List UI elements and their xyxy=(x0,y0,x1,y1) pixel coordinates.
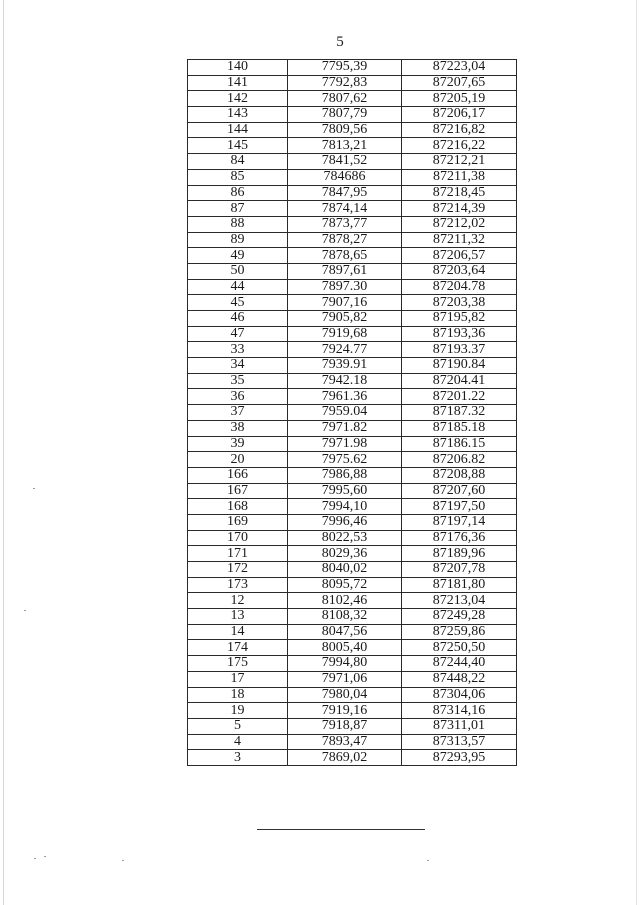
y-coordinate-cell: 87181,80 xyxy=(402,577,517,593)
table-row xyxy=(188,373,517,389)
y-coordinate-cell: 87311,01 xyxy=(402,718,517,734)
y-coordinate-cell: 87203,38 xyxy=(402,295,517,311)
point-number-cell: 5 xyxy=(188,718,288,734)
y-coordinate-cell: 87216,22 xyxy=(402,138,517,154)
x-coordinate-cell: 7847,95 xyxy=(288,185,402,201)
y-coordinate-cell: 87197,50 xyxy=(402,499,517,515)
table-row xyxy=(188,640,517,656)
y-coordinate-cell: 87206,17 xyxy=(402,107,517,123)
table-row xyxy=(188,232,517,248)
x-coordinate-cell: 7971,06 xyxy=(288,671,402,687)
x-coordinate-cell: 7792,83 xyxy=(288,75,402,91)
y-coordinate-cell: 87208,88 xyxy=(402,467,517,483)
point-number-cell: 39 xyxy=(188,436,288,452)
x-coordinate-cell: 7869,02 xyxy=(288,750,402,766)
y-coordinate-cell: 87293,95 xyxy=(402,750,517,766)
x-coordinate-cell: 7874,14 xyxy=(288,201,402,217)
page-edge-left xyxy=(3,0,4,905)
y-coordinate-cell: 87211,38 xyxy=(402,169,517,185)
y-coordinate-cell: 87207,65 xyxy=(402,75,517,91)
table-row xyxy=(188,656,517,672)
y-coordinate-cell: 87190.84 xyxy=(402,358,517,374)
y-coordinate-cell: 87201.22 xyxy=(402,389,517,405)
point-number-cell: 45 xyxy=(188,295,288,311)
table-row xyxy=(188,295,517,311)
y-coordinate-cell: 87314,16 xyxy=(402,703,517,719)
table-row xyxy=(188,687,517,703)
table-row xyxy=(188,342,517,358)
page-edge-right xyxy=(636,0,637,905)
table-row xyxy=(188,467,517,483)
y-coordinate-cell: 87176,36 xyxy=(402,530,517,546)
table-row xyxy=(188,279,517,295)
x-coordinate-cell: 7795,39 xyxy=(288,60,402,76)
y-coordinate-cell: 87203,64 xyxy=(402,263,517,279)
point-number-cell: 44 xyxy=(188,279,288,295)
y-coordinate-cell: 87448,22 xyxy=(402,671,517,687)
y-coordinate-cell: 87204.41 xyxy=(402,373,517,389)
point-number-cell: 38 xyxy=(188,420,288,436)
point-number-cell: 174 xyxy=(188,640,288,656)
x-coordinate-cell: 7809,56 xyxy=(288,122,402,138)
y-coordinate-cell: 87214,39 xyxy=(402,201,517,217)
table-row xyxy=(188,91,517,107)
x-coordinate-cell: 7907,16 xyxy=(288,295,402,311)
point-number-cell: 13 xyxy=(188,609,288,625)
point-number-cell: 145 xyxy=(188,138,288,154)
y-coordinate-cell: 87204.78 xyxy=(402,279,517,295)
scan-speck xyxy=(427,860,429,861)
x-coordinate-cell: 7918,87 xyxy=(288,718,402,734)
table-row xyxy=(188,122,517,138)
point-number-cell: 46 xyxy=(188,311,288,327)
table-row xyxy=(188,750,517,766)
table-row xyxy=(188,562,517,578)
table-row xyxy=(188,389,517,405)
x-coordinate-cell: 7986,88 xyxy=(288,467,402,483)
x-coordinate-cell: 7893,47 xyxy=(288,734,402,750)
y-coordinate-cell: 87211,32 xyxy=(402,232,517,248)
table-row xyxy=(188,154,517,170)
table-row xyxy=(188,405,517,421)
y-coordinate-cell: 87186.15 xyxy=(402,436,517,452)
point-number-cell: 144 xyxy=(188,122,288,138)
table-row xyxy=(188,420,517,436)
table-row xyxy=(188,671,517,687)
table-row xyxy=(188,263,517,279)
table-row xyxy=(188,248,517,264)
point-number-cell: 35 xyxy=(188,373,288,389)
x-coordinate-cell: 7897,61 xyxy=(288,263,402,279)
x-coordinate-cell: 8102,46 xyxy=(288,593,402,609)
x-coordinate-cell: 8108,32 xyxy=(288,609,402,625)
y-coordinate-cell: 87189,96 xyxy=(402,546,517,562)
point-number-cell: 170 xyxy=(188,530,288,546)
y-coordinate-cell: 87304,06 xyxy=(402,687,517,703)
x-coordinate-cell: 7905,82 xyxy=(288,311,402,327)
scan-speck xyxy=(122,860,124,861)
table-row xyxy=(188,577,517,593)
table-row xyxy=(188,530,517,546)
y-coordinate-cell: 87212,21 xyxy=(402,154,517,170)
x-coordinate-cell: 8022,53 xyxy=(288,530,402,546)
table-row xyxy=(188,609,517,625)
point-number-cell: 167 xyxy=(188,483,288,499)
y-coordinate-cell: 87197,14 xyxy=(402,514,517,530)
point-number-cell: 173 xyxy=(188,577,288,593)
point-number-cell: 49 xyxy=(188,248,288,264)
point-number-cell: 172 xyxy=(188,562,288,578)
y-coordinate-cell: 87206,57 xyxy=(402,248,517,264)
y-coordinate-cell: 87205,19 xyxy=(402,91,517,107)
footer-separator-line xyxy=(257,829,425,830)
y-coordinate-cell: 87313,57 xyxy=(402,734,517,750)
x-coordinate-cell: 8029,36 xyxy=(288,546,402,562)
point-number-cell: 166 xyxy=(188,467,288,483)
x-coordinate-cell: 7841,52 xyxy=(288,154,402,170)
point-number-cell: 34 xyxy=(188,358,288,374)
table-row xyxy=(188,734,517,750)
x-coordinate-cell: 7961.36 xyxy=(288,389,402,405)
table-row xyxy=(188,185,517,201)
point-number-cell: 169 xyxy=(188,514,288,530)
table-row xyxy=(188,75,517,91)
table-row xyxy=(188,107,517,123)
point-number-cell: 141 xyxy=(188,75,288,91)
y-coordinate-cell: 87193.37 xyxy=(402,342,517,358)
x-coordinate-cell: 7807,79 xyxy=(288,107,402,123)
point-number-cell: 19 xyxy=(188,703,288,719)
x-coordinate-cell: 7994,80 xyxy=(288,656,402,672)
scan-speck xyxy=(34,858,36,859)
x-coordinate-cell: 7996,46 xyxy=(288,514,402,530)
table-row xyxy=(188,499,517,515)
x-coordinate-cell: 7942.18 xyxy=(288,373,402,389)
y-coordinate-cell: 87212,02 xyxy=(402,216,517,232)
table-row xyxy=(188,326,517,342)
x-coordinate-cell: 7959.04 xyxy=(288,405,402,421)
table-row xyxy=(188,514,517,530)
x-coordinate-cell: 7878,65 xyxy=(288,248,402,264)
y-coordinate-cell: 87195,82 xyxy=(402,311,517,327)
point-number-cell: 18 xyxy=(188,687,288,703)
x-coordinate-cell: 7994,10 xyxy=(288,499,402,515)
x-coordinate-cell: 784686 xyxy=(288,169,402,185)
x-coordinate-cell: 7971.82 xyxy=(288,420,402,436)
point-number-cell: 50 xyxy=(188,263,288,279)
point-number-cell: 175 xyxy=(188,656,288,672)
x-coordinate-cell: 7975.62 xyxy=(288,452,402,468)
x-coordinate-cell: 8047,56 xyxy=(288,624,402,640)
y-coordinate-cell: 87193,36 xyxy=(402,326,517,342)
y-coordinate-cell: 87187.32 xyxy=(402,405,517,421)
table-row xyxy=(188,201,517,217)
point-number-cell: 89 xyxy=(188,232,288,248)
table-row xyxy=(188,358,517,374)
scan-speck xyxy=(24,610,26,611)
table-row xyxy=(188,216,517,232)
x-coordinate-cell: 7813,21 xyxy=(288,138,402,154)
point-number-cell: 168 xyxy=(188,499,288,515)
x-coordinate-cell: 7878,27 xyxy=(288,232,402,248)
table-row xyxy=(188,60,517,76)
point-number-cell: 142 xyxy=(188,91,288,107)
point-number-cell: 33 xyxy=(188,342,288,358)
point-number-cell: 14 xyxy=(188,624,288,640)
x-coordinate-cell: 7971.98 xyxy=(288,436,402,452)
table-row xyxy=(188,138,517,154)
y-coordinate-cell: 87250,50 xyxy=(402,640,517,656)
x-coordinate-cell: 7939.91 xyxy=(288,358,402,374)
y-coordinate-cell: 87259,86 xyxy=(402,624,517,640)
point-number-cell: 17 xyxy=(188,671,288,687)
y-coordinate-cell: 87185.18 xyxy=(402,420,517,436)
x-coordinate-cell: 7995,60 xyxy=(288,483,402,499)
point-number-cell: 171 xyxy=(188,546,288,562)
y-coordinate-cell: 87218,45 xyxy=(402,185,517,201)
x-coordinate-cell: 7873,77 xyxy=(288,216,402,232)
coordinates-table xyxy=(187,59,517,766)
point-number-cell: 4 xyxy=(188,734,288,750)
point-number-cell: 143 xyxy=(188,107,288,123)
x-coordinate-cell: 7919,16 xyxy=(288,703,402,719)
table-row xyxy=(188,718,517,734)
point-number-cell: 140 xyxy=(188,60,288,76)
y-coordinate-cell: 87223,04 xyxy=(402,60,517,76)
y-coordinate-cell: 87216,82 xyxy=(402,122,517,138)
table-row xyxy=(188,436,517,452)
y-coordinate-cell: 87207,78 xyxy=(402,562,517,578)
x-coordinate-cell: 7807,62 xyxy=(288,91,402,107)
table-row xyxy=(188,311,517,327)
point-number-cell: 47 xyxy=(188,326,288,342)
table-row xyxy=(188,624,517,640)
y-coordinate-cell: 87213,04 xyxy=(402,593,517,609)
coordinates-table-body xyxy=(188,60,517,766)
x-coordinate-cell: 7980,04 xyxy=(288,687,402,703)
table-row xyxy=(188,593,517,609)
table-row xyxy=(188,452,517,468)
x-coordinate-cell: 8040,02 xyxy=(288,562,402,578)
scan-speck xyxy=(44,856,46,857)
x-coordinate-cell: 8095,72 xyxy=(288,577,402,593)
table-row xyxy=(188,483,517,499)
y-coordinate-cell: 87244,40 xyxy=(402,656,517,672)
y-coordinate-cell: 87207,60 xyxy=(402,483,517,499)
point-number-cell: 85 xyxy=(188,169,288,185)
table-row xyxy=(188,169,517,185)
page-number: 5 xyxy=(336,34,344,50)
x-coordinate-cell: 8005,40 xyxy=(288,640,402,656)
point-number-cell: 87 xyxy=(188,201,288,217)
point-number-cell: 3 xyxy=(188,750,288,766)
x-coordinate-cell: 7897.30 xyxy=(288,279,402,295)
y-coordinate-cell: 87206.82 xyxy=(402,452,517,468)
point-number-cell: 88 xyxy=(188,216,288,232)
point-number-cell: 12 xyxy=(188,593,288,609)
y-coordinate-cell: 87249,28 xyxy=(402,609,517,625)
point-number-cell: 20 xyxy=(188,452,288,468)
scan-speck xyxy=(33,488,35,489)
point-number-cell: 36 xyxy=(188,389,288,405)
x-coordinate-cell: 7919,68 xyxy=(288,326,402,342)
point-number-cell: 37 xyxy=(188,405,288,421)
table-row xyxy=(188,546,517,562)
x-coordinate-cell: 7924.77 xyxy=(288,342,402,358)
point-number-cell: 84 xyxy=(188,154,288,170)
point-number-cell: 86 xyxy=(188,185,288,201)
table-row xyxy=(188,703,517,719)
